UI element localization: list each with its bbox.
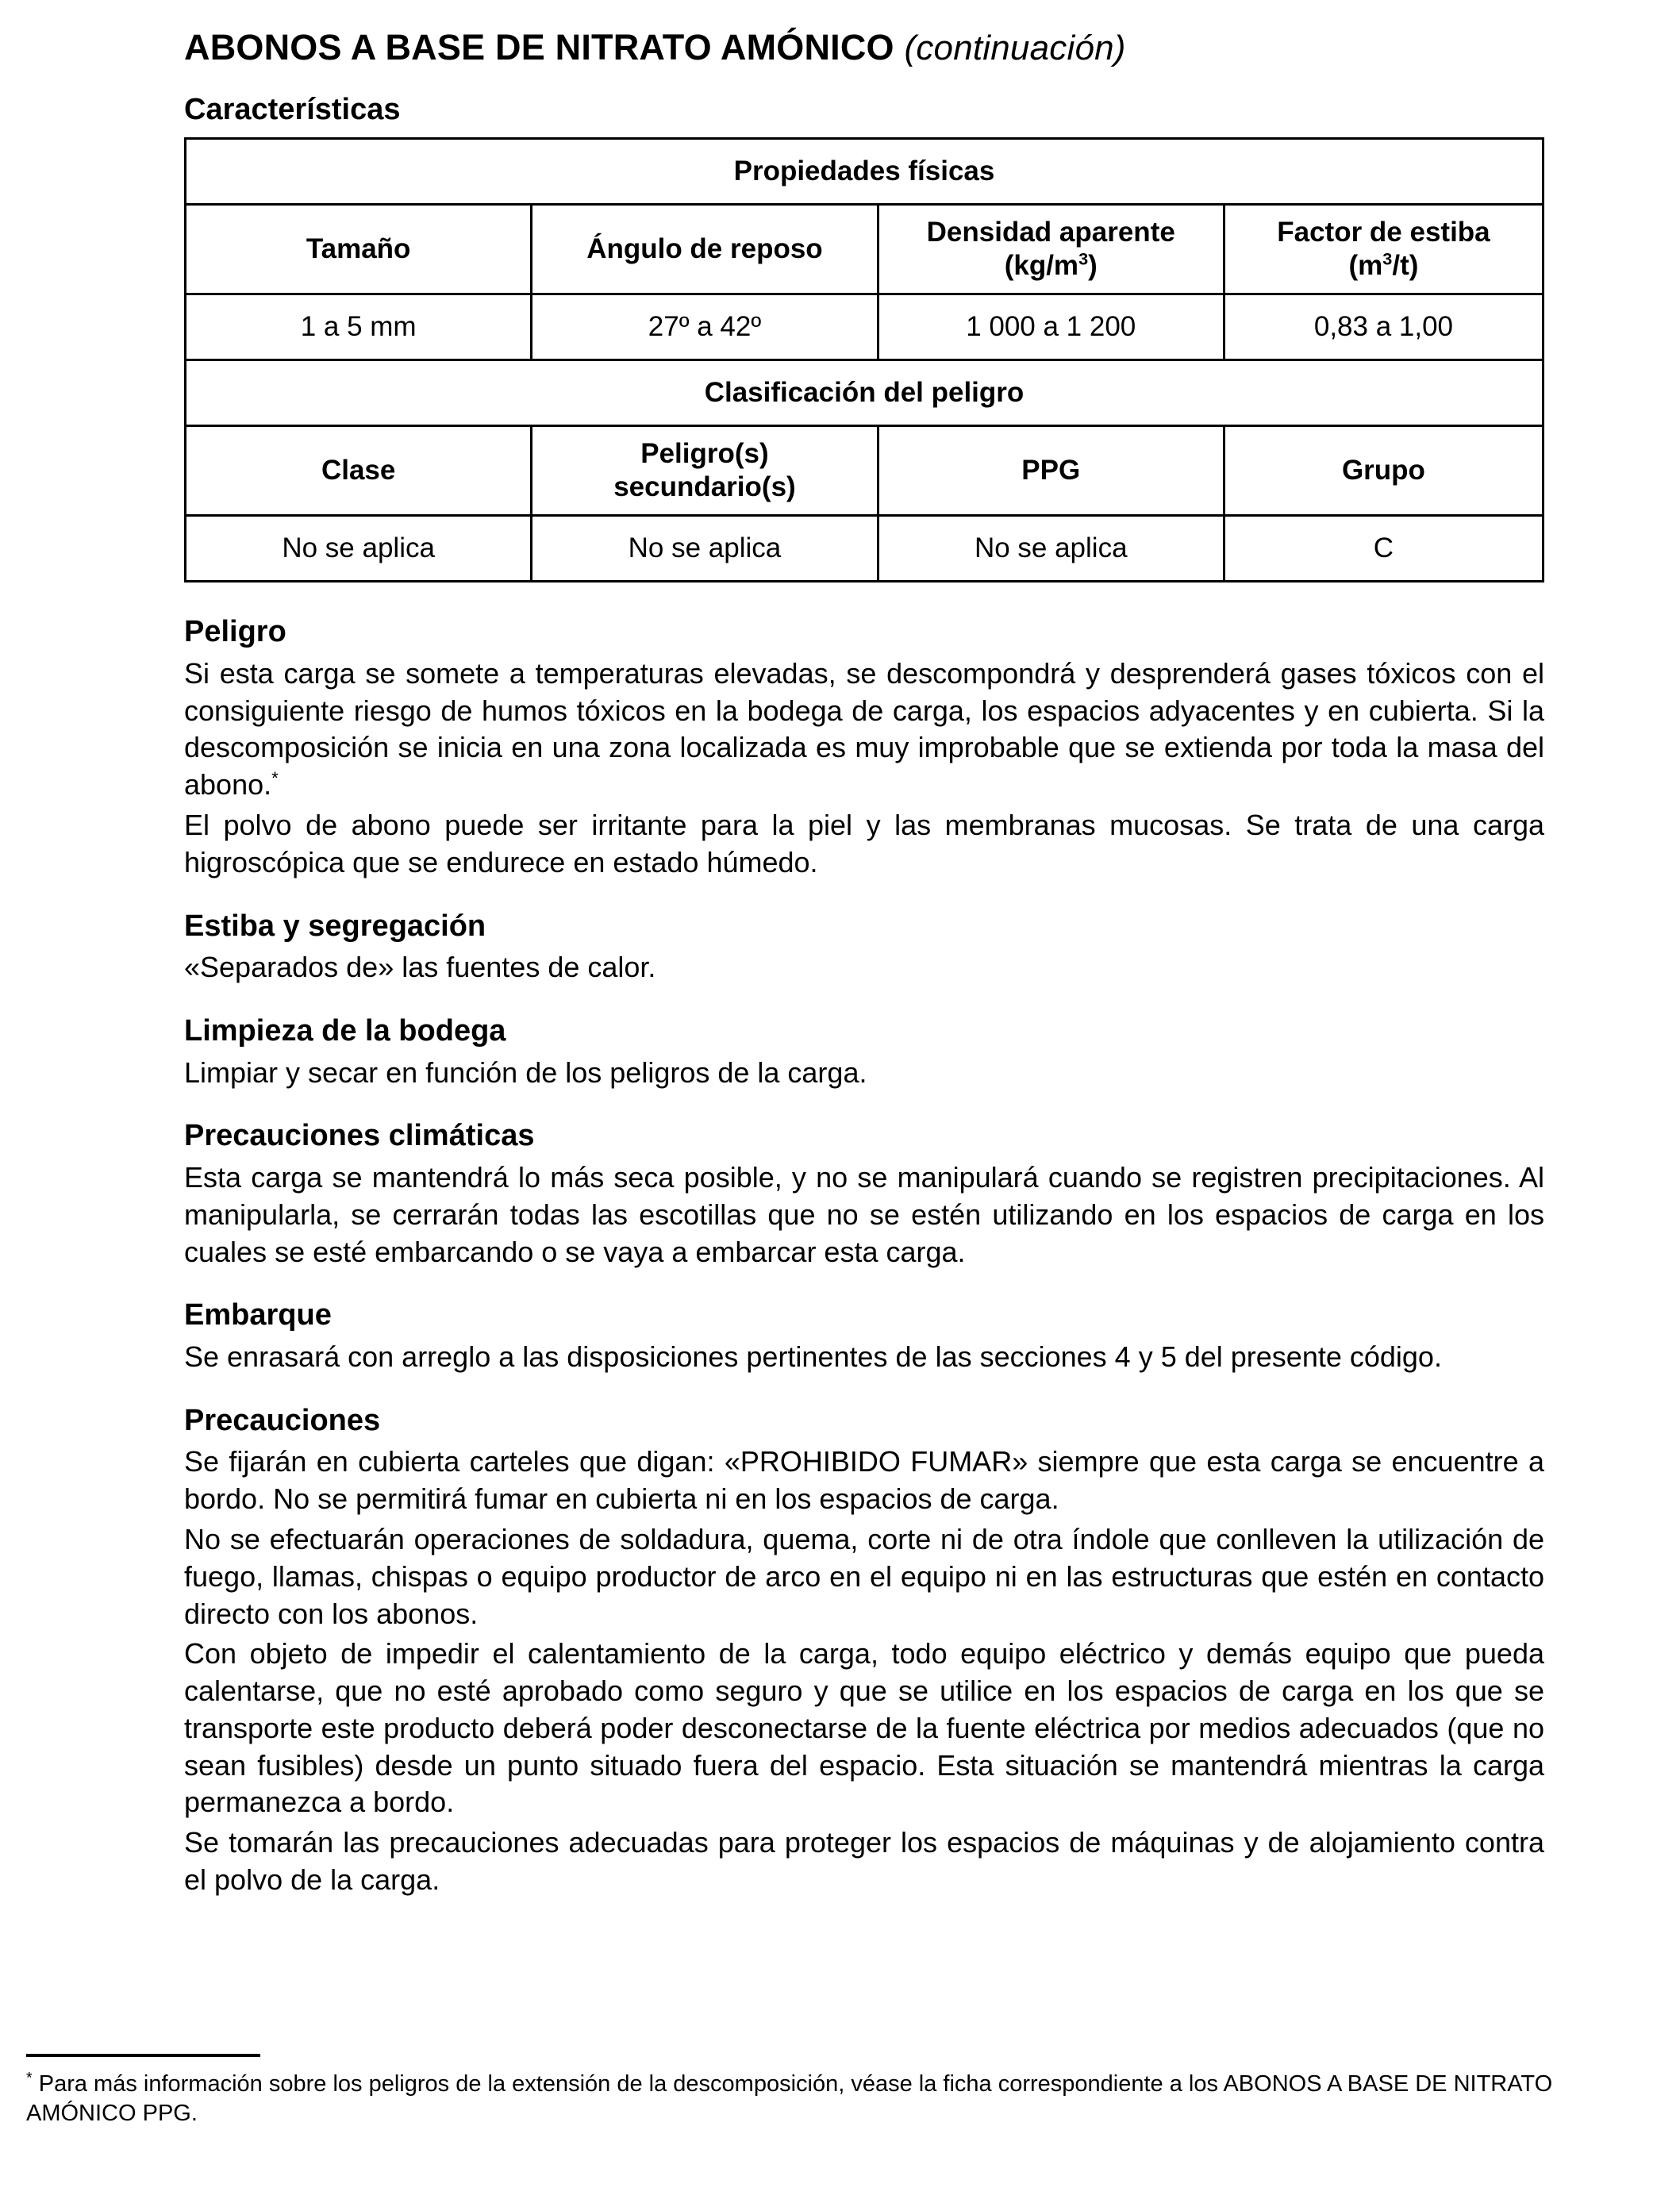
section-estiba-segregacion [184,909,1544,986]
section-precauciones [184,1403,1544,1899]
section-heading-precauciones: Precauciones [184,1403,381,1437]
table-row-band-physical [186,139,1544,205]
value-peligros-secundarios: No se aplica [532,516,878,582]
value-angulo-reposo: 27º a 42º [532,294,878,360]
paragraph-peligro-2: El polvo de abono puede ser irritante para la piel y las membranas mucosas. Se trata de una carga higroscópica que se endurece en estado húmedo. [184,808,1544,879]
header-angulo-reposo [532,205,878,294]
paragraph-precauciones-1: Se fijarán en cubierta carteles que digan: «PROHIBIDO FUMAR» siempre que esta carga se encuentre a bordo. No se permitirá fumar en cubierta ni en los espacios de carga. [184,1445,1544,1516]
value-clase: No se aplica [186,516,532,582]
footnote [26,2054,1645,2128]
section-precauciones-climaticas [184,1118,1544,1271]
header-factor-estiba [1224,205,1543,294]
header-clase-line1: Clase [321,454,396,486]
section-heading-precauciones-climaticas: Precauciones climáticas [184,1119,535,1153]
section-limpieza-bodega [184,1013,1544,1091]
page-title-main: ABONOS A BASE DE NITRATO AMÓNICO [184,27,894,67]
table-row-band-hazard [186,360,1544,426]
table-row-physical-headers [186,205,1544,294]
paragraph-limpieza-1: Limpiar y secar en función de los peligros de la carga. [184,1055,867,1089]
paragraph-precauciones-3: Con objeto de impedir el calentamiento de la carga, todo equipo eléctrico y demás equipo que pueda calentarse, que no esté aprobado como seguro y que se utilice en los espacios de carga en los que se transporte este producto deberá poder desconectarse de la fuente eléctrica por medios adecuados (que no sean fusibles) desde un punto situado fuera del espacio. Esta situación se mantendrá mientras la carga permanezca a bordo. [184,1637,1544,1819]
page-title-continuation: (continuación) [904,29,1126,67]
header-ppg [878,426,1224,516]
value-ppg: No se aplica [878,516,1224,582]
value-grupo: C [1224,516,1543,582]
content-column [184,0,1544,1899]
header-peligros-line2: secundario(s) [613,471,796,503]
paragraph-embarque-1: Se enrasará con arreglo a las disposiciones pertinentes de las secciones 4 y 5 del presente código. [184,1340,1442,1373]
table-row-hazard-headers [186,426,1544,516]
section-heading-limpieza-bodega: Limpieza de la bodega [184,1013,506,1048]
header-grupo [1224,426,1543,516]
paragraph-peligro-1-text: Si esta carga se somete a temperaturas elevadas, se descompondrá y desprenderá gases tóxicos con el consiguiente riesgo de humos tóxicos en la bodega de carga, los espacios adyacentes y en cubierta. Si la descomposición se inicia en una zona localizada es muy improbable que se extienda por toda la masa del abono. [184,656,1544,802]
header-peligros-secundarios [532,426,878,516]
properties-table [184,137,1544,582]
band-clasificacion-peligro: Clasificación del peligro [186,360,1544,426]
section-heading-embarque: Embarque [184,1298,332,1332]
footnote-marker: * [26,2069,33,2087]
section-heading-estiba-segregacion: Estiba y segregación [184,909,486,943]
header-tamano-line1: Tamaño [306,233,411,264]
header-angulo-reposo-line1: Ángulo de reposo [586,233,823,264]
header-densidad-aparente [878,205,1224,294]
section-embarque [184,1298,1544,1375]
paragraph-peligro-1 [184,656,1544,804]
paragraph-precauciones-2: No se efectuarán operaciones de soldadura, quema, corte ni de otra índole que conlleven la utilización de fuego, llamas, chispas o equipo productor de arco en el equipo ni en las estructuras que estén en contacto directo con los abonos. [184,1522,1544,1630]
header-peligros-line1: Peligro(s) [640,437,769,469]
value-factor-estiba: 0,83 a 1,00 [1224,294,1543,360]
section-heading-caracteristicas: Características [184,92,401,126]
table-row-hazard-values [186,516,1544,582]
header-factor-line2: $(m^3/t)$ [1348,248,1419,282]
footnote-text [26,2070,1645,2128]
header-tamano [186,205,532,294]
footnote-marker-inline: * [271,768,279,789]
footnote-body: Para más información sobre los peligros de la extensión de la descomposición, véase la ficha correspondiente a los ABONOS A BASE DE NITRATO AMÓNICO PPG. [26,2071,1553,2127]
paragraph-estiba-1: «Separados de» las fuentes de calor. [184,951,656,984]
section-heading-peligro: Peligro [184,615,286,649]
header-clase [186,426,532,516]
value-tamano: 1 a 5 mm [186,294,532,360]
band-propiedades-fisicas: Propiedades físicas [186,139,1544,205]
paragraph-precauciones-4: Se tomarán las precauciones adecuadas para proteger los espacios de máquinas y de alojamiento contra el polvo de la carga. [184,1826,1544,1897]
header-densidad-line1: Densidad aparente [926,216,1175,248]
header-ppg-line1: PPG [1021,454,1081,486]
value-densidad-aparente: 1 000 a 1 200 [878,294,1224,360]
section-peligro [184,614,1544,881]
header-factor-line1: Factor de estiba [1277,216,1490,248]
footnote-divider [26,2054,260,2057]
paragraph-precauciones-climaticas-1: Esta carga se mantendrá lo más seca posible, y no se manipulará cuando se registren precipitaciones. Al manipularla, se cerrarán todas las escotillas que no se estén utilizando en los espacios de carga en los cuales se esté embarcando o se vaya a embarcar esta carga. [184,1160,1544,1268]
table-row-physical-values [186,294,1544,360]
page-title [184,0,1544,69]
header-grupo-line1: Grupo [1341,454,1425,486]
header-densidad-line2: $(kg/m^3)$ [1004,248,1098,282]
